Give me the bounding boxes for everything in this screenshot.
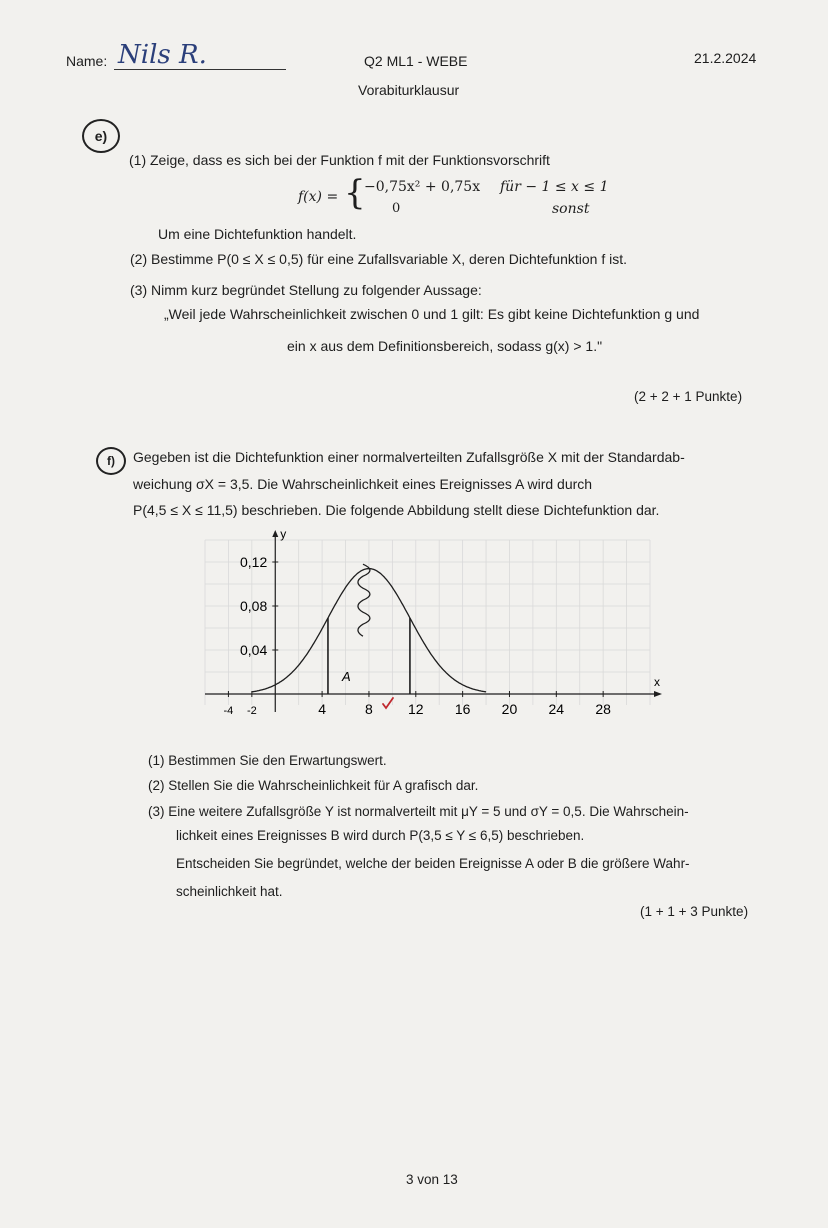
formula-lhs: f(x) = bbox=[298, 189, 339, 205]
x-axis-label: x bbox=[654, 675, 660, 689]
check-mark-icon bbox=[383, 698, 393, 708]
x-tick-label: 4 bbox=[318, 701, 327, 717]
task-f-intro-line-3: P(4,5 ≤ X ≤ 11,5) beschrieben. Die folgende Abbildung stellt diese Dichtefunktion dar. bbox=[133, 502, 660, 518]
task-e-points: (2 + 2 + 1 Punkte) bbox=[634, 389, 743, 404]
y-tick-label: 0,04 bbox=[240, 642, 268, 658]
x-tick-label: -4 bbox=[223, 705, 234, 717]
task-e-item-3: (3) Nimm kurz begründet Stellung zu folgender Aussage: bbox=[130, 282, 482, 298]
course-title: Q2 ML1 - WEBE bbox=[364, 53, 468, 69]
task-f-item-2: (2) Stellen Sie die Wahrscheinlichkeit für A grafisch dar. bbox=[148, 778, 479, 793]
task-e-item-1-cont: Um eine Dichtefunktion handelt. bbox=[158, 226, 357, 242]
event-a-label: A bbox=[341, 668, 351, 684]
chart-labels bbox=[224, 530, 660, 717]
formula-condition-1: für − 1 ≤ x ≤ 1 bbox=[500, 179, 609, 195]
task-e-item-2: (2) Bestimme P(0 ≤ X ≤ 0,5) für eine Zufallsvariable X, deren Dichtefunktion f ist. bbox=[130, 251, 628, 267]
shading-scribble bbox=[358, 564, 370, 636]
exam-date: 21.2.2024 bbox=[694, 50, 757, 66]
formula-case-1: −0,75x² + 0,75x bbox=[364, 179, 481, 195]
task-f-item-3-line-3: Entscheiden Sie begründet, welche der beiden Ereignisse A oder B die größere Wahr- bbox=[176, 856, 690, 871]
x-tick-label: 28 bbox=[595, 701, 611, 717]
x-tick-label: -2 bbox=[246, 705, 257, 717]
task-e-label bbox=[82, 119, 120, 153]
task-e-label-text: e) bbox=[94, 128, 108, 144]
chart-grid bbox=[205, 540, 650, 705]
name-underline bbox=[114, 69, 286, 70]
x-tick-label: 16 bbox=[454, 701, 471, 717]
y-tick-label: 0,08 bbox=[240, 598, 268, 614]
chart-axes bbox=[205, 530, 662, 712]
exam-title: Vorabiturklausur bbox=[358, 82, 460, 98]
task-f-item-3-line-2: lichkeit eines Ereignisses B wird durch P(3,5 ≤ Y ≤ 6,5) beschrieben. bbox=[176, 828, 585, 843]
x-tick-label: 8 bbox=[365, 701, 373, 717]
x-axis-arrow-icon bbox=[654, 691, 662, 697]
student-name: Nils R. bbox=[118, 40, 207, 70]
task-f-item-3-line-4: scheinlichkeit hat. bbox=[176, 884, 283, 899]
formula-brace-icon: { bbox=[344, 173, 366, 213]
task-f-intro-line-2: weichung σX = 3,5. Die Wahrscheinlichkeit eines Ereignisses A wird durch bbox=[133, 476, 593, 492]
x-tick-label: 12 bbox=[408, 701, 424, 717]
density-chart bbox=[195, 530, 665, 730]
x-tick-label: 24 bbox=[548, 701, 565, 717]
formula-condition-2: sonst bbox=[552, 201, 590, 217]
name-label: Name: bbox=[66, 53, 108, 69]
task-e-item-1: (1) Zeige, dass es sich bei der Funktion f mit der Funktionsvorschrift bbox=[129, 152, 550, 168]
quote-line-2: ein x aus dem Definitionsbereich, sodass g(x) > 1." bbox=[287, 338, 603, 354]
task-f-points: (1 + 1 + 3 Punkte) bbox=[640, 904, 749, 919]
task-f-intro-line-1: Gegeben ist die Dichtefunktion einer normalverteilten Zufallsgröße X mit der Standardab- bbox=[133, 449, 685, 465]
y-axis-label: y bbox=[280, 530, 287, 541]
formula-case-2: 0 bbox=[392, 201, 401, 216]
task-f-item-3-line-1: (3) Eine weitere Zufallsgröße Y ist normalverteilt mit μY = 5 und σY = 0,5. Die Wahrschein- bbox=[148, 804, 689, 819]
task-f-label-text: f) bbox=[107, 454, 115, 468]
y-axis-arrow-icon bbox=[272, 530, 278, 537]
task-f-label bbox=[96, 447, 126, 475]
task-f-item-1: (1) Bestimmen Sie den Erwartungswert. bbox=[148, 753, 387, 768]
y-tick-label: 0,12 bbox=[240, 554, 268, 570]
quote-line-1: „Weil jede Wahrscheinlichkeit zwischen 0 und 1 gilt: Es gibt keine Dichtefunktion g und bbox=[164, 306, 700, 322]
x-tick-label: 20 bbox=[501, 701, 518, 717]
page-number: 3 von 13 bbox=[406, 1172, 458, 1187]
